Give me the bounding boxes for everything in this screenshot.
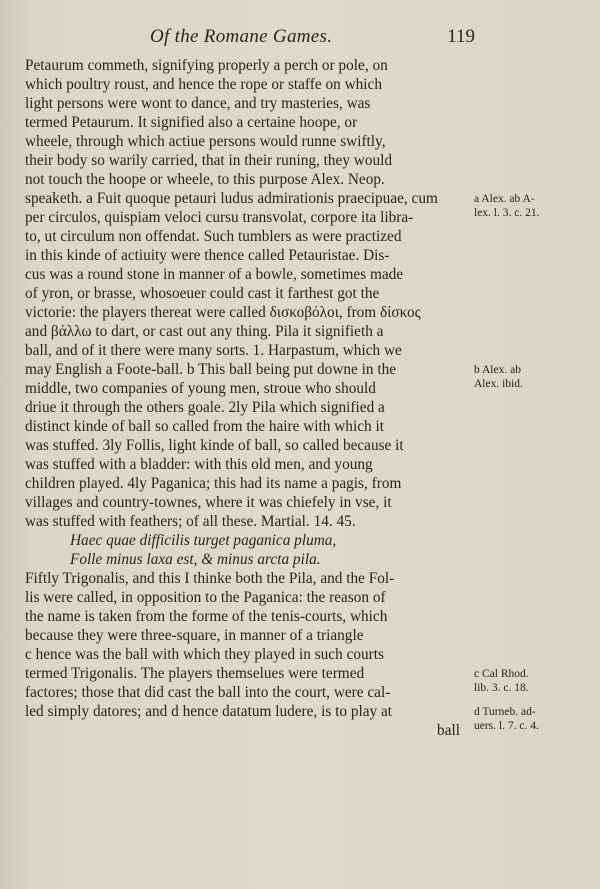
text-line: in this kinde of actiuity were thence called Petauristae. Dis- (25, 247, 390, 264)
running-head: Of the Romane Games. (150, 26, 333, 47)
margin-note (474, 705, 596, 733)
margin-note (474, 363, 596, 391)
text-line: may English a Foote-ball. b This ball being put downe in the (25, 361, 397, 378)
margin-note-line: c Cal Rhod. (474, 668, 529, 680)
text-line: distinct kinde of ball so called from the haire with which it (25, 418, 384, 435)
margin-note (474, 192, 596, 220)
margin-note-line: lib. 3. c. 18. (474, 682, 529, 694)
text-line: lis were called, in opposition to the Paganica: the reason of (25, 589, 386, 606)
text-line: the name is taken from the forme of the tenis-courts, which (25, 608, 388, 625)
text-line: of yron, or brasse, whosoeuer could cast it farthest got the (25, 285, 380, 302)
text-line: Petaurum commeth, signifying properly a perch or pole, on (25, 57, 388, 74)
body-text (25, 56, 470, 740)
text-line: to, ut circulum non offendat. Such tumblers as were practized (25, 228, 402, 245)
margin-note-line: lex. l. 3. c. 21. (474, 207, 540, 219)
text-line: ball, and of it there were many sorts. 1. Harpastum, which we (25, 342, 402, 359)
text-line: light persons were wont to dance, and try masteries, was (25, 95, 371, 112)
page-number: 119 (447, 26, 475, 47)
text-line: wheele, through which actiue persons would runne swiftly, (25, 133, 386, 150)
text-line: driue it through the others goale. 2ly Pila which signified a (25, 399, 385, 416)
text-line: Haec quae difficilis turget paganica pluma, (70, 532, 337, 549)
text-line: was stuffed with feathers; of all these. Martial. 14. 45. (25, 513, 356, 530)
text-line: and βάλλω to dart, or cast out any thing. Pila it signifieth a (25, 323, 384, 340)
text-line: because they were three-square, in manner of a triangle (25, 627, 364, 644)
margin-note-line: uers. l. 7. c. 4. (474, 720, 539, 732)
text-line: factores; those that did cast the ball into the court, were cal- (25, 684, 391, 701)
text-line: not touch the hoope or wheele, to this purpose Alex. Neop. (25, 171, 385, 188)
text-line: ball (437, 722, 460, 739)
text-line: termed Trigonalis. The players themselues were termed (25, 665, 365, 682)
text-line: victorie: the players thereat were called δισκοβόλοι, from δίσκος (25, 304, 421, 321)
text-line: villages and country-townes, where it was chiefely in vse, it (25, 494, 392, 511)
margin-note-line: Alex. ibid. (474, 378, 523, 390)
margin-note (474, 667, 596, 695)
text-line: which poultry roust, and hence the rope or staffe on which (25, 76, 382, 93)
text-line: Folle minus laxa est, & minus arcta pila. (70, 551, 321, 568)
text-line: children played. 4ly Paganica; this had its name a pagis, from (25, 475, 402, 492)
text-line: was stuffed with a bladder: with this old men, and young (25, 456, 373, 473)
margin-note-line: a Alex. ab A- (474, 193, 535, 205)
text-line: termed Petaurum. It signified also a certaine hoope, or (25, 114, 358, 131)
text-line: c hence was the ball with which they played in such courts (25, 646, 384, 663)
text-line: middle, two companies of young men, stroue who should (25, 380, 376, 397)
margin-note-line: b Alex. ab (474, 364, 521, 376)
text-line: led simply datores; and d hence datatum ludere, is to play at (25, 703, 393, 720)
page-header (150, 26, 475, 54)
text-line: Fiftly Trigonalis, and this I thinke both the Pila, and the Fol- (25, 570, 395, 587)
text-line: per circulos, quispiam veloci cursu transvolat, corpore ita libra- (25, 209, 414, 226)
text-line: speaketh. a Fuit quoque petauri ludus admirationis praecipuae, cum (25, 190, 438, 207)
text-line: their body so warily carried, that in their runing, they would (25, 152, 393, 169)
margin-note-line: d Turneb. ad- (474, 706, 536, 718)
text-line: cus was a round stone in manner of a bowle, sometimes made (25, 266, 404, 283)
text-line: was stuffed. 3ly Follis, light kinde of ball, so called because it (25, 437, 404, 454)
